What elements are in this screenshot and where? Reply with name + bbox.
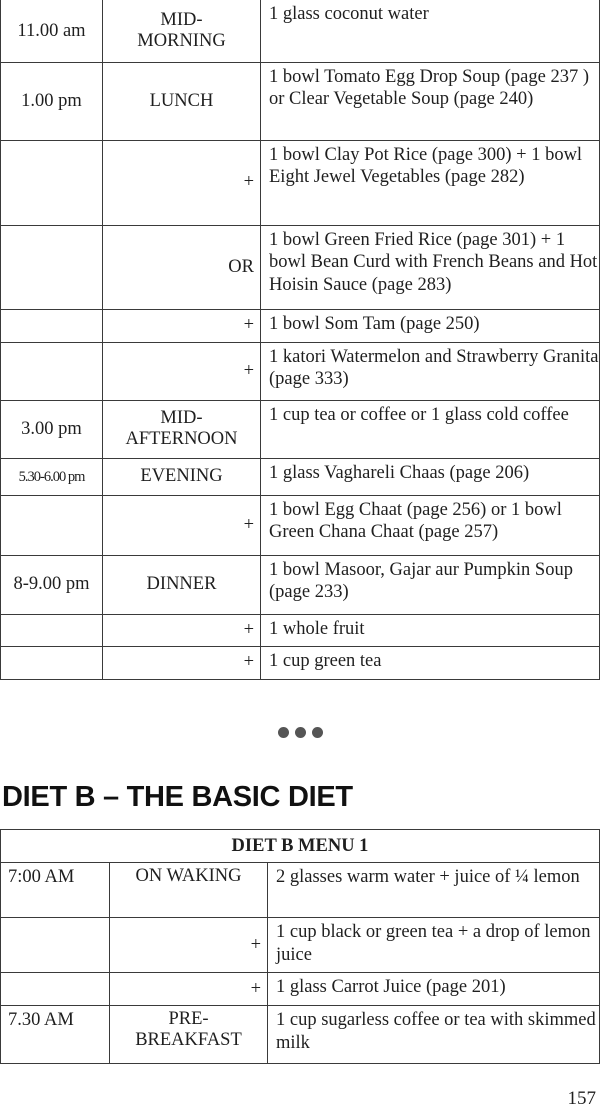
- menu-item-cell: 2 glasses warm water + juice of ¼ lemon: [268, 863, 600, 918]
- table-row: [1, 1006, 600, 1064]
- diet-b-menu-table: [0, 829, 600, 1064]
- section-heading: DIET B – THE BASIC DIET: [2, 781, 353, 813]
- time-cell: 7.30 AM: [1, 1006, 110, 1064]
- time-cell: [1, 495, 103, 555]
- time-cell: [1, 646, 103, 679]
- menu-item-cell: 1 glass Vaghareli Chaas (page 206): [261, 458, 600, 495]
- time-cell: [1, 140, 103, 225]
- table-title-row: [1, 830, 600, 863]
- time-cell: [1, 225, 103, 309]
- meal-cell: MID- AFTERNOON: [103, 400, 261, 458]
- table-row: [1, 140, 600, 225]
- menu-item-cell: 1 glass coconut water: [261, 0, 600, 62]
- meal-cell: +: [103, 614, 261, 646]
- time-cell: [1, 973, 110, 1006]
- menu-item-cell: 1 bowl Clay Pot Rice (page 300) + 1 bowl Eight Jewel Vegetables (page 282): [261, 140, 600, 225]
- table-row: [1, 495, 600, 555]
- dot-icon: [278, 727, 289, 738]
- menu-item-cell: 1 bowl Green Fried Rice (page 301) + 1 bowl Bean Curd with French Beans and Hot Hoisin Sauce (page 283): [261, 225, 600, 309]
- menu-item-cell: 1 cup tea or coffee or 1 glass cold coffee: [261, 400, 600, 458]
- table-row: [1, 555, 600, 614]
- dot-icon: [295, 727, 306, 738]
- menu-title: DIET B MENU 1: [1, 830, 600, 863]
- time-cell: 1.00 pm: [1, 62, 103, 140]
- menu-item-cell: 1 cup black or green tea + a drop of lemon juice: [268, 918, 600, 973]
- time-cell: 11.00 am: [1, 0, 103, 62]
- menu-item-cell: 1 katori Watermelon and Strawberry Granita (page 333): [261, 342, 600, 400]
- table-row: [1, 0, 600, 62]
- meal-cell: DINNER: [103, 555, 261, 614]
- table-row: [1, 225, 600, 309]
- table-row: [1, 646, 600, 679]
- menu-item-cell: 1 cup green tea: [261, 646, 600, 679]
- menu-item-cell: 1 whole fruit: [261, 614, 600, 646]
- menu-item-cell: 1 cup sugarless coffee or tea with skimmed milk: [268, 1006, 600, 1064]
- time-cell: 7:00 AM: [1, 863, 110, 918]
- time-text: 5.30-6.00 pm: [18, 468, 85, 485]
- meal-cell: +: [110, 918, 268, 973]
- time-cell: [1, 918, 110, 973]
- dot-icon: [312, 727, 323, 738]
- meal-cell: +: [103, 495, 261, 555]
- meal-cell: EVENING: [103, 458, 261, 495]
- table-row: [1, 614, 600, 646]
- time-cell: 3.00 pm: [1, 400, 103, 458]
- menu-item-cell: 1 bowl Som Tam (page 250): [261, 309, 600, 342]
- time-cell: 8-9.00 pm: [1, 555, 103, 614]
- meal-cell: +: [103, 342, 261, 400]
- menu-item-cell: 1 bowl Egg Chaat (page 256) or 1 bowl Green Chana Chaat (page 257): [261, 495, 600, 555]
- table-row: [1, 342, 600, 400]
- time-cell: [1, 458, 103, 495]
- meal-cell: +: [110, 973, 268, 1006]
- time-cell: [1, 342, 103, 400]
- meal-cell: +: [103, 140, 261, 225]
- time-cell: [1, 614, 103, 646]
- meal-cell: OR: [103, 225, 261, 309]
- meal-cell: LUNCH: [103, 62, 261, 140]
- table-row: [1, 458, 600, 495]
- meal-cell: MID- MORNING: [103, 0, 261, 62]
- meal-cell: +: [103, 646, 261, 679]
- table-row: [1, 62, 600, 140]
- meal-cell: +: [103, 309, 261, 342]
- page-number: 157: [567, 1088, 596, 1109]
- section-divider-dots: [0, 725, 600, 743]
- table-row: [1, 309, 600, 342]
- menu-item-cell: 1 bowl Tomato Egg Drop Soup (page 237 ) or Clear Vegetable Soup (page 240): [261, 62, 600, 140]
- meal-cell: PRE- BREAKFAST: [110, 1006, 268, 1064]
- menu-item-cell: 1 glass Carrot Juice (page 201): [268, 973, 600, 1006]
- table-row: [1, 863, 600, 918]
- time-cell: [1, 309, 103, 342]
- menu-item-cell: 1 bowl Masoor, Gajar aur Pumpkin Soup (page 233): [261, 555, 600, 614]
- table-row: [1, 918, 600, 973]
- table-row: [1, 973, 600, 1006]
- table-row: [1, 400, 600, 458]
- meal-cell: ON WAKING: [110, 863, 268, 918]
